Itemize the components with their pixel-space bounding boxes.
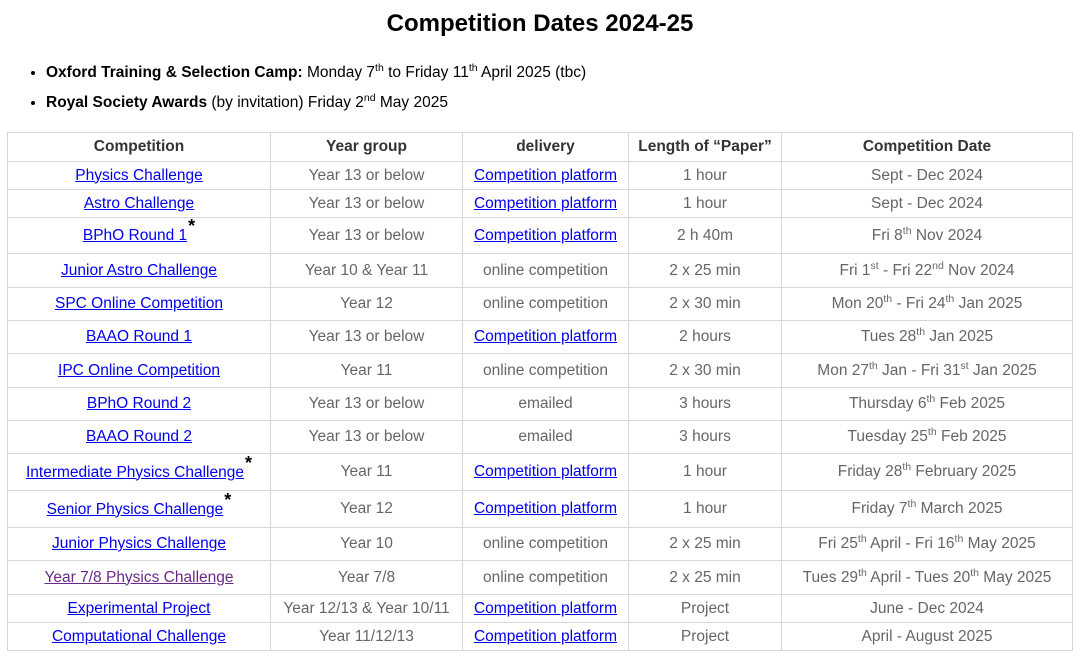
- date-text: May 2025: [978, 568, 1052, 586]
- date-cell: [782, 421, 1073, 454]
- competition-link[interactable]: BAAO Round 1: [86, 328, 192, 345]
- delivery-cell: [463, 491, 629, 528]
- ordinal-suffix: th: [927, 426, 937, 438]
- announcement-text: April 2025 (tbc): [477, 64, 587, 81]
- ordinal-suffix: th: [945, 293, 955, 305]
- date-text: April - Tues 20: [866, 568, 971, 586]
- date-text: Tuesday 25: [847, 428, 928, 445]
- delivery-link[interactable]: Competition platform: [473, 166, 617, 184]
- competition-link[interactable]: BPhO Round 2: [86, 395, 192, 412]
- date-text: Sept - Dec 2024: [870, 194, 983, 212]
- competition-cell: [8, 421, 271, 454]
- table-body: [8, 162, 1073, 651]
- competition-cell: [8, 454, 271, 491]
- ordinal-suffix: th: [916, 326, 926, 338]
- date-text: Sept - Dec 2024: [870, 166, 983, 184]
- date-text: Jan 2025: [968, 361, 1037, 379]
- ordinal-suffix: nd: [363, 92, 376, 104]
- date-text: - Fri 24: [892, 295, 946, 312]
- length-cell: 2 x 30 min: [629, 288, 782, 321]
- date-cell: [782, 354, 1073, 388]
- announcement-text: Monday 7: [302, 64, 376, 81]
- date-text: June - Dec 2024: [870, 599, 984, 617]
- length-cell: 1 hour: [629, 190, 782, 218]
- delivery-link[interactable]: Competition platform: [473, 226, 617, 244]
- date-cell: [782, 288, 1073, 321]
- delivery-cell: [463, 561, 629, 595]
- date-cell: [782, 162, 1073, 190]
- announcement-item: [46, 88, 586, 118]
- table-row: [8, 454, 1073, 491]
- competition-link[interactable]: Junior Astro Challenge: [61, 261, 217, 279]
- competition-cell: [8, 388, 271, 421]
- date-cell: [782, 190, 1073, 218]
- ordinal-suffix: st: [870, 259, 879, 272]
- table-row: [8, 388, 1073, 421]
- delivery-link[interactable]: Competition platform: [473, 194, 617, 212]
- competition-cell: [8, 288, 271, 321]
- date-text: March 2025: [916, 500, 1003, 517]
- competition-link[interactable]: BAAO Round 2: [86, 428, 192, 445]
- length-cell: 2 x 25 min: [629, 561, 782, 595]
- ordinal-suffix: th: [907, 498, 917, 510]
- competition-link[interactable]: Junior Physics Challenge: [51, 535, 227, 552]
- asterisk-marker: *: [188, 216, 196, 236]
- year-group-cell: Year 10 & Year 11: [271, 254, 463, 288]
- date-text: May 2025: [963, 535, 1036, 552]
- date-text: Friday 7: [851, 500, 908, 517]
- table-row: [8, 254, 1073, 288]
- asterisk-marker: *: [244, 452, 252, 473]
- competition-link[interactable]: Astro Challenge: [83, 194, 195, 212]
- table-row: [8, 421, 1073, 454]
- ordinal-suffix: st: [960, 359, 969, 372]
- year-group-cell: Year 13 or below: [271, 218, 463, 254]
- ordinal-suffix: nd: [932, 259, 944, 272]
- header-competition: Competition: [8, 133, 271, 162]
- length-cell: 1 hour: [629, 491, 782, 528]
- date-text: Mon 27: [817, 361, 869, 379]
- delivery-text: online competition: [483, 535, 608, 552]
- length-cell: 2 hours: [629, 321, 782, 354]
- year-group-cell: Year 11: [271, 354, 463, 388]
- delivery-cell: [463, 595, 629, 623]
- competition-cell: [8, 595, 271, 623]
- header-year-group: Year group: [271, 133, 463, 162]
- date-text: Mon 20: [831, 295, 884, 312]
- announcement-text: May 2025: [375, 94, 448, 111]
- ordinal-suffix: th: [857, 533, 867, 545]
- announcement-list: [26, 58, 586, 118]
- date-text: Fri 8: [871, 226, 903, 244]
- competition-cell: [8, 254, 271, 288]
- header-length: Length of “Paper”: [629, 133, 782, 162]
- competition-cell: [8, 528, 271, 561]
- date-text: Jan 2025: [954, 295, 1023, 312]
- table-header-row: [8, 133, 1073, 162]
- competition-link[interactable]: Senior Physics Challenge: [46, 500, 224, 518]
- competition-cell: [8, 321, 271, 354]
- delivery-cell: [463, 288, 629, 321]
- year-group-cell: Year 7/8: [271, 561, 463, 595]
- table-row: [8, 288, 1073, 321]
- ordinal-suffix: th: [858, 566, 867, 579]
- competition-link[interactable]: Experimental Project: [67, 599, 211, 617]
- year-group-cell: Year 13 or below: [271, 162, 463, 190]
- year-group-cell: Year 12: [271, 288, 463, 321]
- year-group-cell: Year 13 or below: [271, 421, 463, 454]
- delivery-text: emailed: [518, 428, 573, 445]
- delivery-cell: [463, 528, 629, 561]
- delivery-cell: [463, 623, 629, 651]
- announcement-text: to Friday 11: [383, 64, 469, 81]
- length-cell: 2 x 25 min: [629, 528, 782, 561]
- competition-cell: [8, 354, 271, 388]
- year-group-cell: Year 13 or below: [271, 321, 463, 354]
- competition-cell: [8, 162, 271, 190]
- ordinal-suffix: th: [868, 359, 878, 372]
- competition-table: [7, 132, 1073, 651]
- ordinal-suffix: th: [970, 566, 979, 579]
- length-cell: Project: [629, 595, 782, 623]
- date-text: February 2025: [911, 463, 1017, 480]
- date-text: Feb 2025: [936, 428, 1007, 445]
- delivery-cell: [463, 388, 629, 421]
- delivery-cell: [463, 218, 629, 254]
- delivery-link[interactable]: Competition platform: [473, 463, 617, 480]
- competition-link[interactable]: IPC Online Competition: [58, 361, 220, 379]
- year-group-cell: Year 12/13 & Year 10/11: [271, 595, 463, 623]
- date-text: Feb 2025: [935, 395, 1006, 412]
- date-cell: [782, 254, 1073, 288]
- table-row: [8, 218, 1073, 254]
- length-cell: 2 x 25 min: [629, 254, 782, 288]
- ordinal-suffix: th: [883, 293, 893, 305]
- delivery-link[interactable]: Competition platform: [473, 328, 617, 345]
- date-text: Friday 28: [837, 463, 903, 480]
- competition-cell: [8, 218, 271, 254]
- date-text: Nov 2024: [911, 226, 983, 244]
- ordinal-suffix: th: [902, 224, 912, 237]
- length-cell: 1 hour: [629, 162, 782, 190]
- competition-cell: [8, 561, 271, 595]
- length-cell: 3 hours: [629, 421, 782, 454]
- asterisk-marker: *: [224, 489, 232, 510]
- delivery-cell: [463, 454, 629, 491]
- competition-link[interactable]: SPC Online Competition: [55, 295, 223, 312]
- announcement-text: (by invitation) Friday 2: [207, 94, 364, 111]
- competition-cell: [8, 190, 271, 218]
- length-cell: 1 hour: [629, 454, 782, 491]
- year-group-cell: Year 11: [271, 454, 463, 491]
- date-cell: [782, 491, 1073, 528]
- table-row: [8, 354, 1073, 388]
- competition-cell: [8, 491, 271, 528]
- date-cell: [782, 623, 1073, 651]
- competition-link[interactable]: BPhO Round 1: [82, 227, 188, 244]
- date-text: Tues 28: [860, 328, 917, 345]
- table-row: [8, 162, 1073, 190]
- delivery-cell: [463, 190, 629, 218]
- date-text: Tues 29: [802, 568, 859, 586]
- date-text: April - August 2025: [861, 627, 993, 645]
- date-text: April - Fri 16: [866, 535, 955, 552]
- date-cell: [782, 561, 1073, 595]
- announcement-item: [46, 58, 586, 88]
- table-row: [8, 190, 1073, 218]
- date-text: Jan 2025: [925, 328, 994, 345]
- ordinal-suffix: th: [954, 533, 964, 545]
- date-text: Fri 25: [818, 535, 858, 552]
- announcement-heading: Royal Society Awards: [46, 94, 208, 111]
- date-cell: [782, 528, 1073, 561]
- delivery-link[interactable]: Competition platform: [473, 627, 617, 645]
- delivery-cell: [463, 254, 629, 288]
- page-title: Competition Dates 2024-25: [386, 10, 694, 37]
- delivery-text: online competition: [483, 568, 608, 586]
- year-group-cell: Year 10: [271, 528, 463, 561]
- table-row: [8, 491, 1073, 528]
- announcement-heading: Oxford Training & Selection Camp:: [46, 64, 303, 81]
- delivery-text: online competition: [483, 361, 608, 379]
- table-row: [8, 623, 1073, 651]
- year-group-cell: Year 13 or below: [271, 388, 463, 421]
- date-text: Nov 2024: [943, 261, 1015, 279]
- ordinal-suffix: th: [902, 461, 912, 473]
- date-text: - Fri 22: [878, 261, 933, 279]
- ordinal-suffix: th: [468, 62, 478, 74]
- delivery-text: online competition: [483, 261, 608, 279]
- header-delivery: delivery: [463, 133, 629, 162]
- date-cell: [782, 595, 1073, 623]
- year-group-cell: Year 12: [271, 491, 463, 528]
- length-cell: 3 hours: [629, 388, 782, 421]
- competition-link[interactable]: Year 7/8 Physics Challenge: [44, 568, 234, 586]
- table-row: [8, 321, 1073, 354]
- date-text: Thursday 6: [848, 395, 927, 412]
- delivery-link[interactable]: Competition platform: [473, 500, 617, 517]
- delivery-link[interactable]: Competition platform: [473, 599, 617, 617]
- ordinal-suffix: th: [926, 393, 936, 405]
- competition-link[interactable]: Computational Challenge: [51, 627, 227, 645]
- table-row: [8, 528, 1073, 561]
- competition-link[interactable]: Physics Challenge: [75, 166, 203, 184]
- competition-cell: [8, 623, 271, 651]
- date-cell: [782, 321, 1073, 354]
- date-cell: [782, 454, 1073, 491]
- delivery-cell: [463, 354, 629, 388]
- delivery-cell: [463, 321, 629, 354]
- delivery-cell: [463, 162, 629, 190]
- delivery-text: emailed: [518, 395, 573, 412]
- delivery-text: online competition: [483, 295, 608, 312]
- length-cell: 2 h 40m: [629, 218, 782, 254]
- table-row: [8, 561, 1073, 595]
- date-cell: [782, 218, 1073, 254]
- year-group-cell: Year 11/12/13: [271, 623, 463, 651]
- length-cell: 2 x 30 min: [629, 354, 782, 388]
- date-text: Jan - Fri 31: [877, 361, 961, 379]
- year-group-cell: Year 13 or below: [271, 190, 463, 218]
- date-cell: [782, 388, 1073, 421]
- header-competition-date: Competition Date: [782, 133, 1073, 162]
- delivery-cell: [463, 421, 629, 454]
- date-text: Fri 1: [839, 261, 871, 279]
- competition-link[interactable]: Intermediate Physics Challenge: [26, 463, 244, 481]
- ordinal-suffix: th: [375, 62, 384, 74]
- length-cell: Project: [629, 623, 782, 651]
- table-row: [8, 595, 1073, 623]
